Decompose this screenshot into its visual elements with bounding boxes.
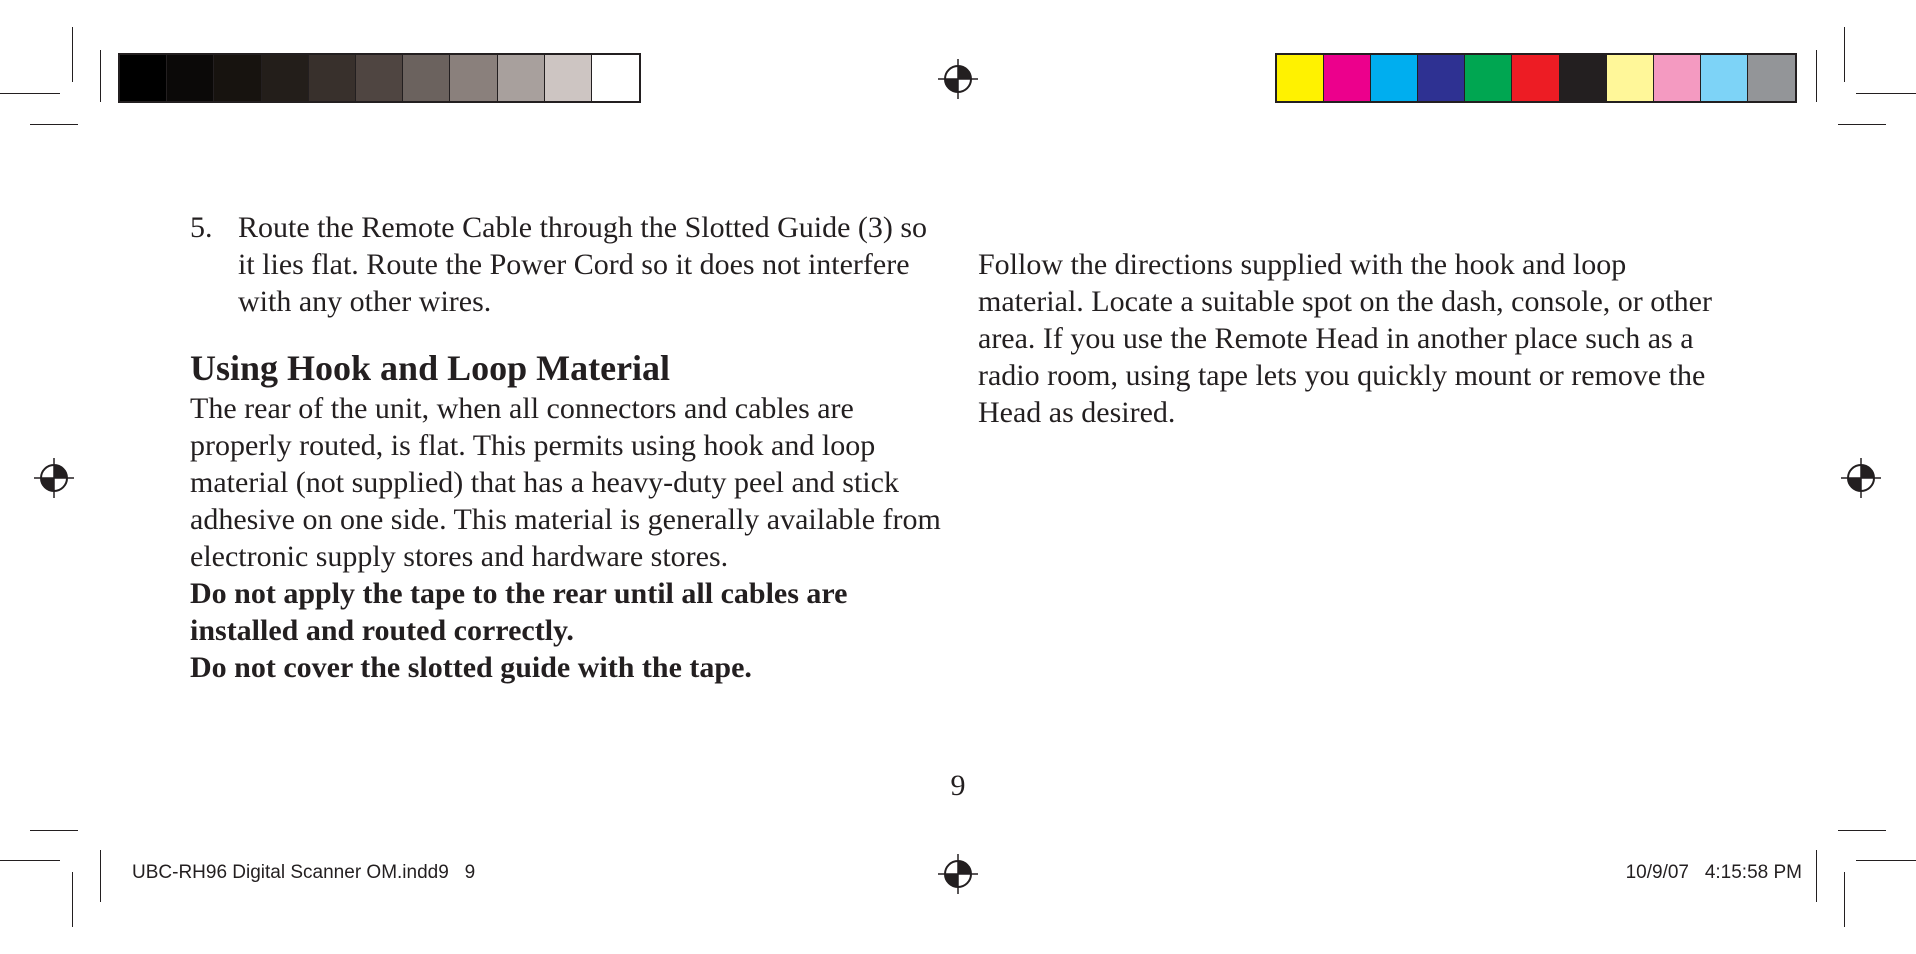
page-number: 9 [950, 769, 966, 802]
color-swatch [1277, 55, 1324, 101]
crop-mark [72, 27, 73, 82]
color-swatch [1654, 55, 1701, 101]
slug-timestamp: 10/9/07 4:15:58 PM [1625, 862, 1802, 883]
section-heading: Using Hook and Loop Material [190, 348, 671, 388]
crop-mark [1838, 830, 1886, 831]
crop-mark [1816, 850, 1817, 902]
body-paragraph: Follow the directions supplied with the hook and loop material. Locate a suitable spot on the dash, console, or other area. If you use the Remote Head in another place such as a radio room, using tape lets you quickly mount or remove the Head as desired. [978, 248, 1712, 429]
crop-mark [1816, 50, 1817, 102]
right-text-column [978, 246, 1738, 431]
color-swatch [356, 55, 403, 101]
registration-mark-icon [33, 457, 75, 499]
color-swatch [1607, 55, 1654, 101]
color-swatch [1748, 55, 1795, 101]
registration-mark-icon [1840, 457, 1882, 499]
crop-mark [1856, 860, 1916, 861]
crop-mark [1838, 124, 1886, 125]
color-swatch [498, 55, 545, 101]
process-color-bar [1275, 53, 1797, 103]
color-swatch [450, 55, 497, 101]
crop-mark [30, 830, 78, 831]
warning-text: Do not cover the slotted guide with the tape. [190, 651, 752, 684]
warning-text: Do not apply the tape to the rear until all cables are installed and routed correctly. [190, 577, 848, 647]
crop-mark [1844, 27, 1845, 82]
numbered-step [190, 209, 942, 320]
crop-mark [72, 872, 73, 927]
color-swatch [1512, 55, 1559, 101]
color-swatch [545, 55, 592, 101]
crop-mark [1856, 93, 1916, 94]
step-text: Route the Remote Cable through the Slotted Guide (3) so it lies flat. Route the Power Cord so it does not interfere with any other wires. [238, 211, 928, 318]
color-swatch [262, 55, 309, 101]
color-swatch [403, 55, 450, 101]
slug-filename: UBC-RH96 Digital Scanner OM.indd9 9 [132, 862, 476, 883]
crop-mark [100, 50, 101, 102]
crop-mark [0, 93, 60, 94]
color-swatch [1465, 55, 1512, 101]
grayscale-color-bar [118, 53, 641, 103]
color-swatch [1324, 55, 1371, 101]
color-swatch [1371, 55, 1418, 101]
color-swatch [214, 55, 261, 101]
color-swatch [1701, 55, 1748, 101]
color-swatch [167, 55, 214, 101]
color-swatch [1418, 55, 1465, 101]
crop-mark [30, 124, 78, 125]
registration-mark-icon [937, 853, 979, 895]
crop-mark [100, 850, 101, 902]
crop-mark [0, 860, 60, 861]
registration-mark-icon [937, 58, 979, 100]
color-swatch [120, 55, 167, 101]
step-number: 5. [190, 211, 213, 244]
color-swatch [592, 55, 639, 101]
color-swatch [1560, 55, 1607, 101]
color-swatch [309, 55, 356, 101]
crop-mark [1844, 872, 1845, 927]
left-text-column [190, 209, 942, 686]
body-paragraph: The rear of the unit, when all connectors and cables are properly routed, is flat. This permits using hook and loop material (not supplied) that has a heavy-duty peel and stick adhesive on one side. This material is generally available from electronic supply stores and hardware stores. [190, 392, 941, 573]
